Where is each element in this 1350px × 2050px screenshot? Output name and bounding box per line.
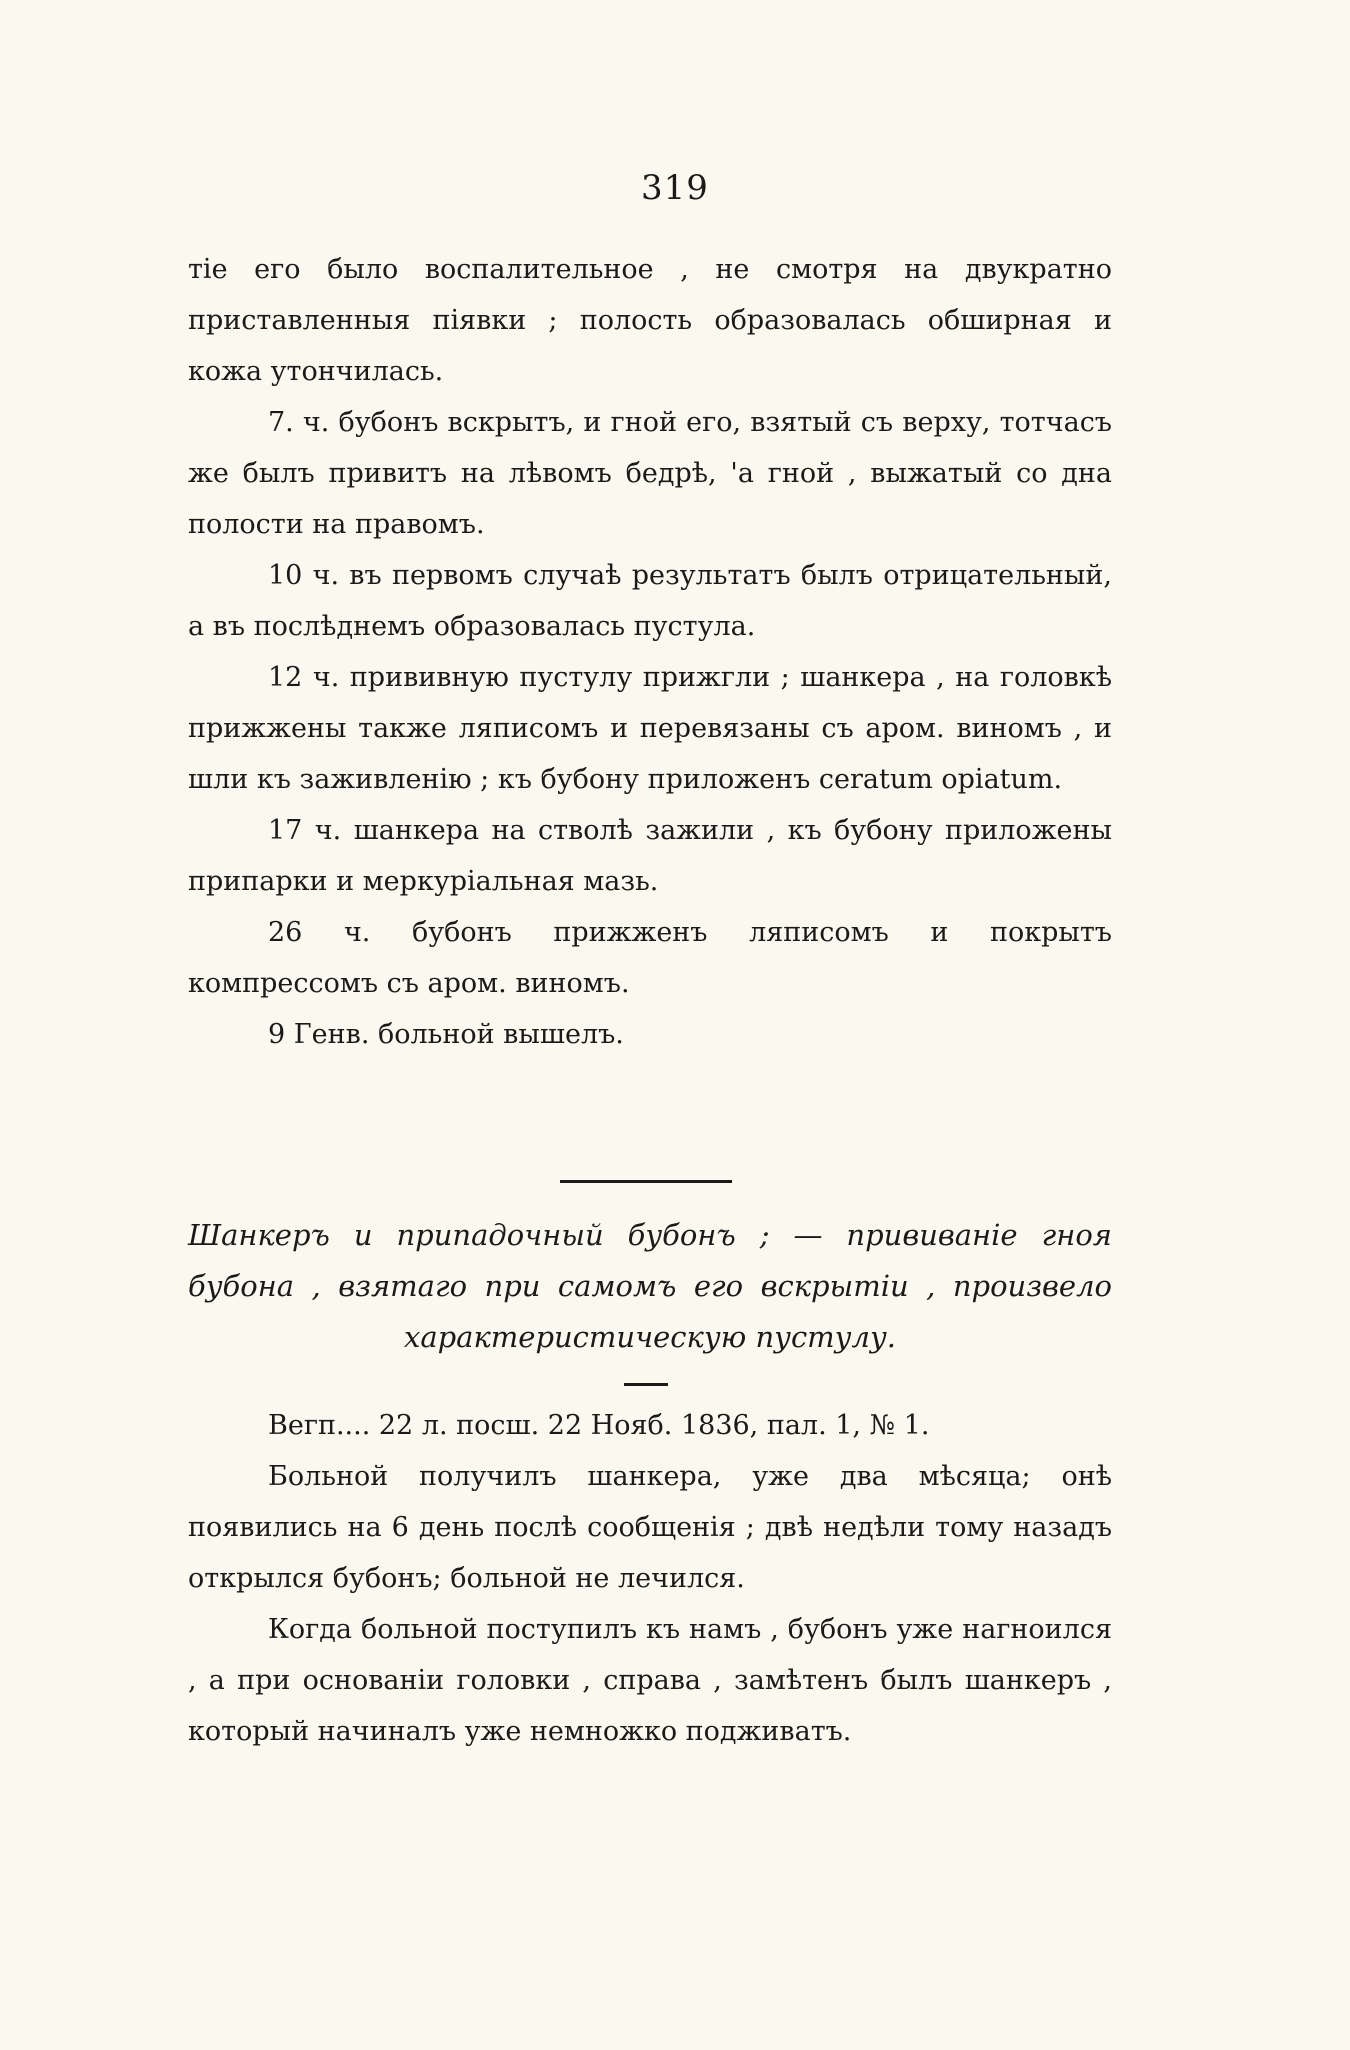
section-divider [560,1180,732,1183]
paragraph: Когда больной поступилъ къ намъ , бубонъ уже нагноился , а при основаніи головки , справа , замѣтенъ былъ шанкеръ , который начиналъ уже немножко подживатъ. [188,1614,1112,1747]
paragraph: Больной получилъ шанкера, уже два мѣсяца; онѣ появились на 6 день послѣ сообщенія ; двѣ недѣли тому назадъ открылся бубонъ; больной не лечился. [188,1461,1112,1594]
paragraph: тіе его было воспалительное , не смотря на двукратно приставленныя піявки ; полость образовалась обширная и кожа утончилась. [188,254,1112,387]
case-title: Шанкеръ и припадочный бубонъ ; — прививаніе гноя бубона , взятаго при самомъ его вскрытіи , произвело характеристическую пустулу. [188,1218,1112,1354]
paragraph: 10 ч. въ первомъ случаѣ результатъ былъ отрицательный, а въ послѣднемъ образовалась пустула. [188,560,1112,642]
paragraph: 17 ч. шанкера на стволѣ зажили , къ бубону приложены припарки и меркуріальная мазь. [188,815,1112,897]
title-divider [624,1383,668,1386]
case-record [188,1400,1112,1757]
page-number: 319 [641,168,709,208]
case-continuation [188,244,1112,1060]
paragraph: 9 Генв. больной вышелъ. [268,1019,624,1050]
patient-header: Вегп.... 22 л. посш. 22 Нояб. 1836, пал. 1, № 1. [268,1410,930,1441]
paragraph: 26 ч. бубонъ прижженъ ляписомъ и покрытъ компрессомъ съ аром. виномъ. [188,917,1112,999]
paragraph: 7. ч. бубонъ вскрытъ, и гной его, взятый съ верху, тотчасъ же былъ привитъ на лѣвомъ бедрѣ, 'а гной , выжатый со дна полости на правомъ. [188,407,1112,540]
paragraph: 12 ч. прививную пустулу прижгли ; шанкера , на головкѣ прижжены также ляписомъ и перевязаны съ аром. виномъ , и шли къ заживленію ; къ бубону приложенъ ceratum opiatum. [188,662,1112,795]
